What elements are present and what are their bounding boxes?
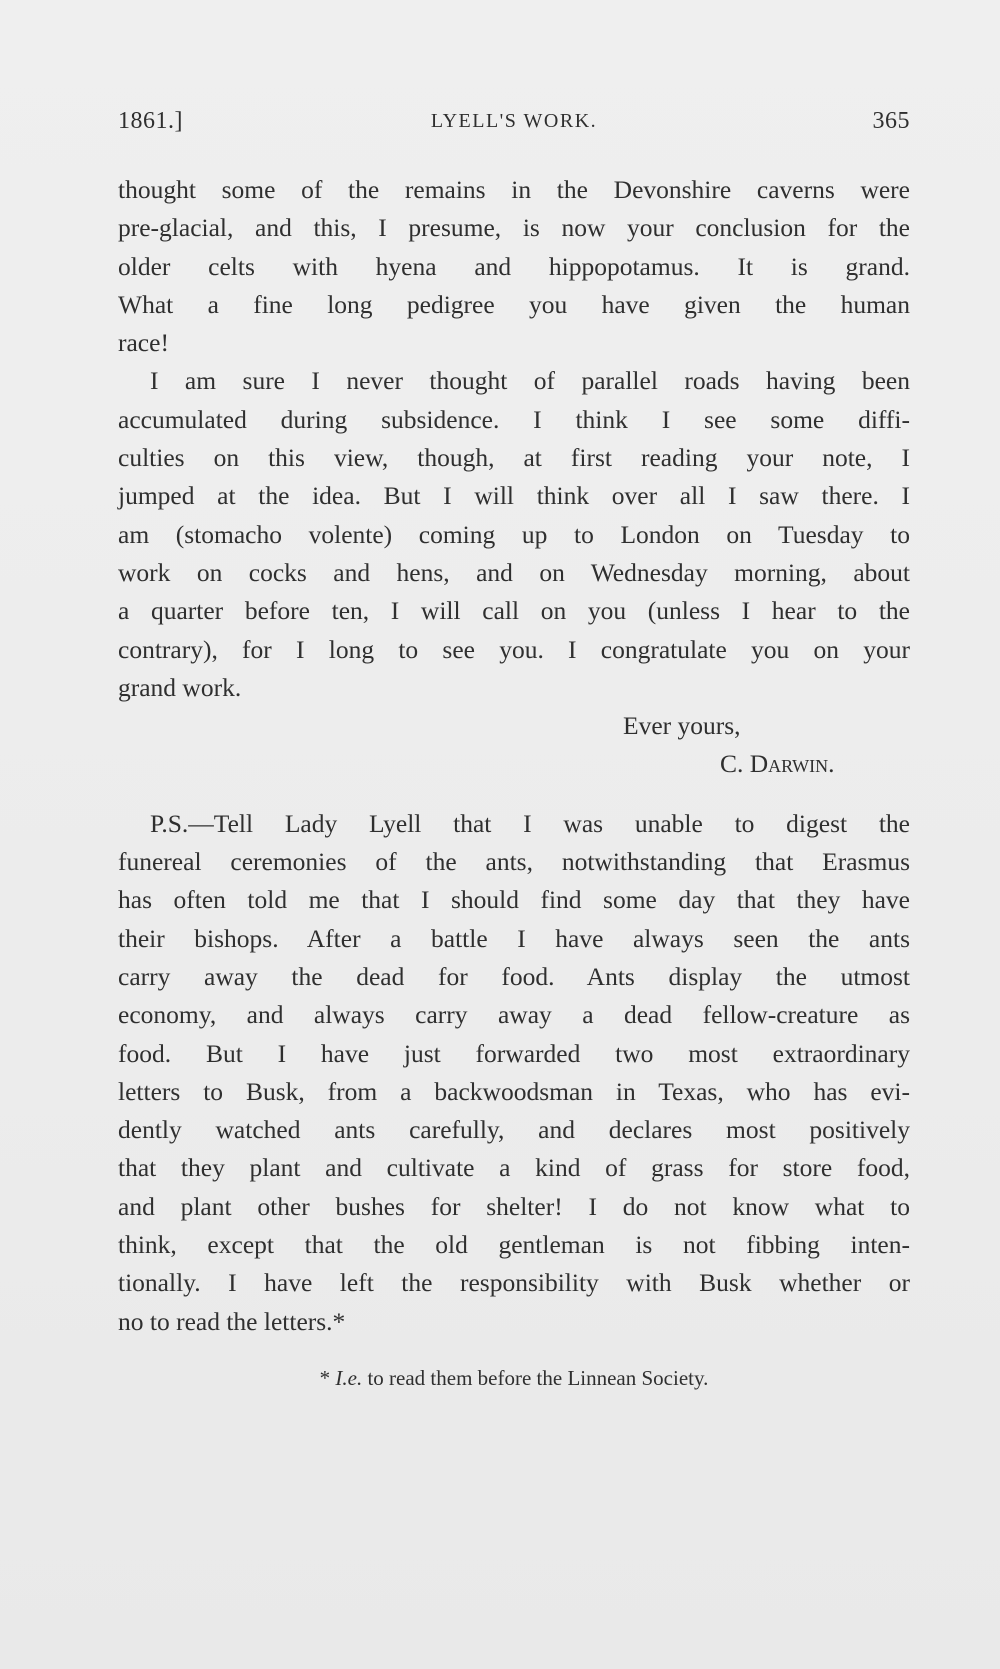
running-head bbox=[118, 108, 910, 148]
text-line: thought some of the remains in the Devonshire caverns were bbox=[118, 175, 910, 204]
text-line: food. But I have just forwarded two most extraordinary bbox=[118, 1038, 910, 1068]
text-line: I am sure I never thought of parallel roads having been bbox=[150, 366, 910, 396]
footnote-abbreviation: I.e. bbox=[335, 1366, 363, 1390]
text-line: their bishops. After a battle I have always seen the ants bbox=[118, 923, 910, 953]
text-line: am (stomacho volente) coming up to London on Tuesday to bbox=[118, 519, 910, 549]
signature: C. Darwin. bbox=[720, 749, 835, 779]
text-line: think, except that the old gentleman is not fibbing inten- bbox=[118, 1230, 910, 1260]
text-line: work on cocks and hens, and on Wednesday morning, about bbox=[118, 557, 910, 587]
letter-closing bbox=[118, 707, 910, 784]
text-line: culties on this view, though, at first reading your note, I bbox=[118, 443, 910, 473]
paragraph-1 bbox=[118, 171, 910, 362]
text-line: grand work. bbox=[118, 672, 242, 702]
text-line: and plant other bushes for shelter! I do not know what to bbox=[118, 1191, 910, 1221]
text-line: tionally. I have left the responsibility with Busk whether or bbox=[118, 1268, 910, 1298]
footnote-text: to read them before the Linnean Society. bbox=[367, 1366, 709, 1390]
text-line: pre-glacial, and this, I presume, is now your conclusion for the bbox=[118, 213, 910, 243]
text-line: dently watched ants carefully, and declares most positively bbox=[118, 1115, 910, 1145]
header-year: 1861.] bbox=[118, 108, 183, 134]
text-line: has often told me that I should find some day that they have bbox=[118, 885, 910, 915]
text-line: jumped at the idea. But I will think over all I saw there. I bbox=[118, 481, 910, 511]
valediction: Ever yours, bbox=[623, 711, 741, 741]
text-line: contrary), for I long to see you. I congratulate you on your bbox=[118, 634, 910, 664]
text-line: letters to Busk, from a backwoodsman in Texas, who has evi- bbox=[118, 1076, 910, 1106]
footnote-marker: * bbox=[319, 1366, 331, 1390]
text-line: P.S.—Tell Lady Lyell that I was unable to digest the bbox=[150, 808, 910, 838]
text-line: race! bbox=[118, 328, 169, 358]
text-line: accumulated during subsidence. I think I see some diffi- bbox=[118, 404, 910, 434]
postscript bbox=[118, 805, 910, 1341]
page-number: 365 bbox=[872, 108, 910, 134]
footnote bbox=[118, 1366, 910, 1391]
text-line: economy, and always carry away a dead fellow-creature as bbox=[118, 1000, 910, 1030]
letter-body bbox=[118, 171, 910, 1341]
text-line: carry away the dead for food. Ants display the utmost bbox=[118, 961, 910, 991]
paragraph-gap bbox=[118, 784, 910, 805]
header-title: LYELL'S WORK. bbox=[430, 110, 598, 132]
paragraph-2 bbox=[118, 362, 910, 707]
text-line: funereal ceremonies of the ants, notwithstanding that Erasmus bbox=[118, 847, 910, 877]
text-line: no to read the letters.* bbox=[118, 1306, 346, 1336]
text-line: that they plant and cultivate a kind of grass for store food, bbox=[118, 1153, 910, 1183]
text-line: older celts with hyena and hippopotamus. It is grand. bbox=[118, 251, 910, 281]
text-line: What a fine long pedigree you have given the human bbox=[118, 289, 910, 319]
text-line: a quarter before ten, I will call on you (unless I hear to the bbox=[118, 596, 910, 626]
